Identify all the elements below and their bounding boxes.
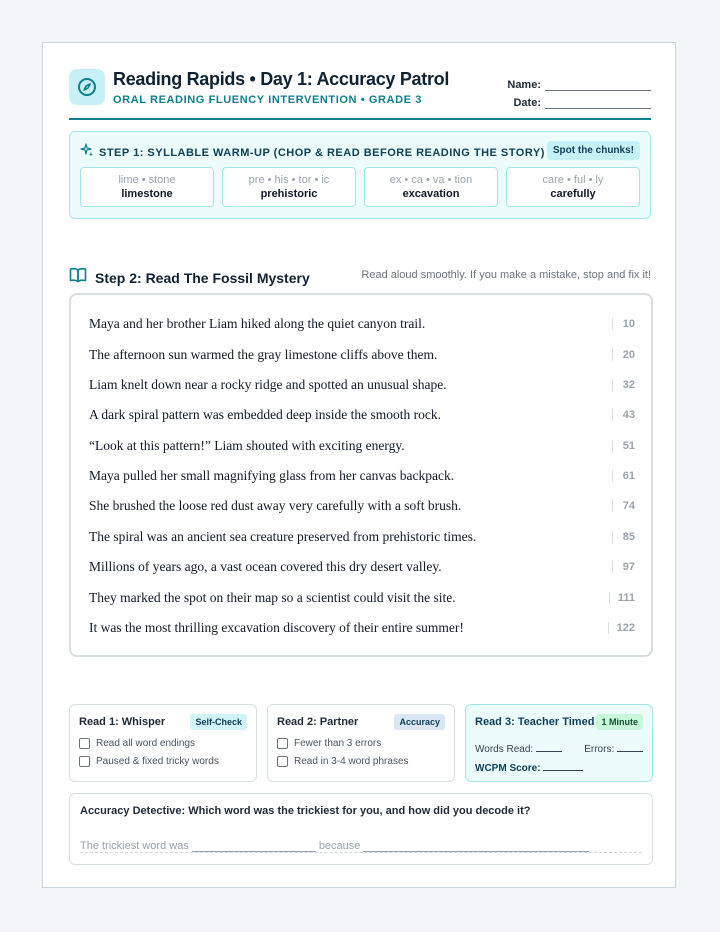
prompt-start: The trickiest word was	[80, 840, 189, 852]
syllable-card	[80, 167, 214, 207]
syllable-parts: lime • stone	[118, 174, 176, 186]
name-label: Name:	[507, 79, 541, 91]
worksheet-page	[42, 42, 676, 888]
wcpm-blank[interactable]	[543, 761, 583, 771]
checklist-item[interactable]	[79, 756, 219, 767]
checklist-label: Paused & fixed tricky words	[96, 756, 219, 767]
checkbox[interactable]	[277, 756, 288, 767]
read3-teacher-box	[465, 704, 653, 782]
story-text: Millions of years ago, a vast ocean covered this dry desert valley.	[89, 559, 442, 574]
word-count: 61	[612, 470, 635, 482]
name-date-fields	[501, 73, 651, 109]
word-count: 85	[612, 531, 635, 543]
word-count: 10	[612, 318, 635, 330]
read2-title: Read 2: Partner	[277, 716, 359, 728]
word-count: 20	[612, 349, 635, 361]
compass-icon	[69, 69, 105, 105]
syllable-word: carefully	[550, 188, 596, 200]
story-line	[89, 496, 635, 516]
one-minute-badge: 1 Minute	[596, 714, 643, 730]
story-line	[89, 314, 635, 334]
errors-field[interactable]	[584, 742, 643, 755]
syllable-parts: ex • ca • va • tion	[389, 174, 473, 186]
checkbox[interactable]	[277, 738, 288, 749]
checklist-item[interactable]	[277, 756, 409, 767]
syllable-word: limestone	[121, 188, 173, 200]
story-line	[89, 375, 635, 395]
detective-answer-line[interactable]	[80, 834, 642, 853]
timed-read-fields	[475, 742, 643, 755]
story-line	[89, 527, 635, 547]
story-text: A dark spiral pattern was embedded deep inside the smooth rock.	[89, 407, 442, 422]
step2-heading	[69, 267, 310, 288]
syllable-card	[222, 167, 356, 207]
read1-title: Read 1: Whisper	[79, 716, 166, 728]
sparkle-icon	[80, 143, 94, 162]
step1-title: STEP 1: SYLLABLE WARM-UP (CHOP & READ BEFORE READING THE STORY)	[99, 146, 545, 159]
syllable-warmup-panel	[69, 131, 651, 219]
date-label: Date:	[513, 97, 541, 109]
story-line	[89, 618, 635, 638]
story-line	[89, 557, 635, 577]
checklist-label: Fewer than 3 errors	[294, 738, 382, 749]
wcpm-field[interactable]	[475, 761, 583, 774]
story-line	[89, 345, 635, 365]
step2-instructions: Read aloud smoothly. If you make a mistake, stop and fix it!	[361, 269, 651, 281]
story-line	[89, 436, 635, 456]
errors-blank[interactable]	[617, 742, 643, 752]
word-count: 111	[609, 592, 635, 604]
read3-title: Read 3: Teacher Timed	[475, 716, 595, 728]
errors-label: Errors:	[584, 744, 615, 755]
story-text: She brushed the loose red dust away very carefully with a soft brush.	[89, 498, 462, 513]
name-line[interactable]	[545, 80, 651, 91]
date-field[interactable]	[501, 91, 651, 109]
syllable-card	[364, 167, 498, 207]
page-title: Reading Rapids • Day 1: Accuracy Patrol	[113, 69, 450, 89]
syllable-cards	[80, 167, 640, 207]
read2-partner-box	[267, 704, 455, 782]
date-line[interactable]	[545, 98, 651, 109]
story-text: “Look at this pattern!” Liam shouted with exciting energy.	[89, 438, 405, 453]
name-field[interactable]	[501, 73, 651, 91]
checkbox[interactable]	[79, 738, 90, 749]
word-count: 43	[612, 409, 635, 421]
words-read-label: Words Read:	[475, 744, 534, 755]
words-read-blank[interactable]	[536, 742, 562, 752]
spot-chunks-badge: Spot the chunks!	[547, 141, 640, 160]
word-count: 122	[608, 622, 635, 634]
prompt-because: because	[318, 840, 361, 852]
story-line	[89, 588, 635, 608]
checkbox[interactable]	[79, 756, 90, 767]
story-text: Maya and her brother Liam hiked along the quiet canyon trail.	[89, 316, 426, 331]
open-book-icon	[69, 267, 87, 288]
word-count: 51	[612, 440, 635, 452]
word-count: 32	[612, 379, 635, 391]
story-text: They marked the spot on their map so a scientist could visit the site.	[89, 590, 456, 605]
word-count: 74	[612, 500, 635, 512]
header-divider	[69, 118, 651, 120]
word-count: 97	[612, 561, 635, 573]
checklist-item[interactable]	[79, 738, 195, 749]
story-text: Liam knelt down near a rocky ridge and spotted an unusual shape.	[89, 377, 447, 392]
self-check-badge: Self-Check	[190, 714, 247, 730]
because-blank[interactable]	[363, 842, 589, 852]
syllable-card	[506, 167, 640, 207]
story-line	[89, 405, 635, 425]
step2-title: Step 2: Read The Fossil Mystery	[95, 269, 310, 286]
story-text: Maya pulled her small magnifying glass from her canvas backpack.	[89, 468, 455, 483]
story-text: It was the most thrilling excavation discovery of their entire summer!	[89, 620, 464, 635]
checklist-label: Read in 3-4 word phrases	[294, 756, 409, 767]
syllable-parts: pre • his • tor • ic	[248, 174, 330, 186]
story-text: The afternoon sun warmed the gray limestone cliffs above them.	[89, 347, 438, 362]
accuracy-detective-box	[69, 793, 653, 865]
syllable-parts: care • ful • ly	[542, 174, 604, 186]
detective-question: Accuracy Detective: Which word was the trickiest for you, and how did you decode it?	[80, 805, 531, 817]
read1-whisper-box	[69, 704, 257, 782]
checklist-label: Read all word endings	[96, 738, 195, 749]
story-text: The spiral was an ancient sea creature preserved from prehistoric times.	[89, 529, 477, 544]
trickiest-word-blank[interactable]	[192, 842, 316, 852]
words-read-field[interactable]	[475, 742, 562, 755]
syllable-word: excavation	[402, 188, 460, 200]
page-subtitle: ORAL READING FLUENCY INTERVENTION • GRADE 3	[113, 94, 422, 106]
story-line	[89, 466, 635, 486]
story-passage	[69, 293, 653, 657]
checklist-item[interactable]	[277, 738, 381, 749]
accuracy-badge: Accuracy	[394, 714, 445, 730]
syllable-word: prehistoric	[260, 188, 318, 200]
wcpm-label: WCPM Score:	[475, 763, 541, 774]
